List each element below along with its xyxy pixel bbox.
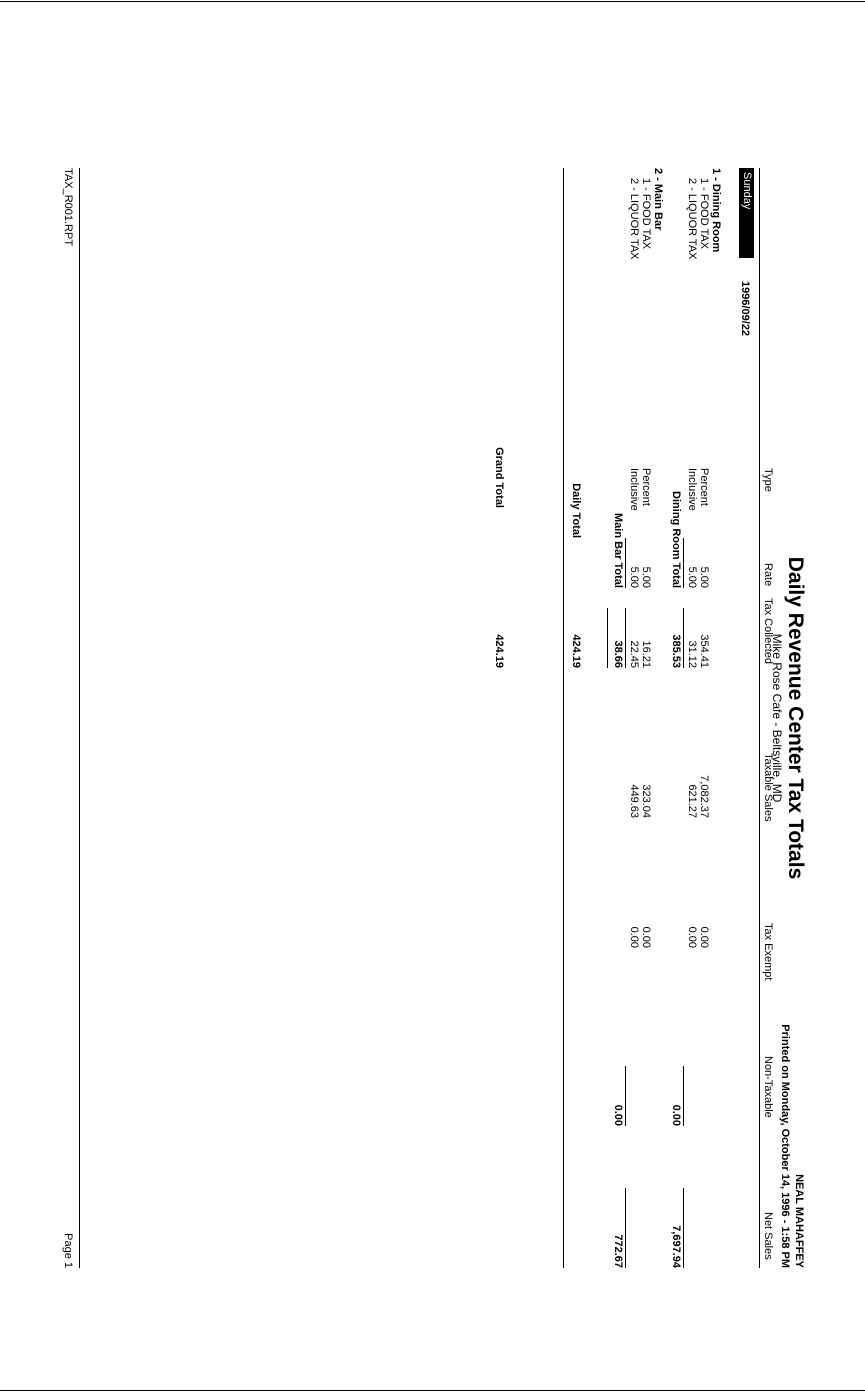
column-header-rate: Rate <box>762 563 774 587</box>
group-total-label: Dining Room Total <box>670 491 682 588</box>
group-total-non-taxable: 0.00 <box>612 1104 624 1126</box>
column-header-taxable-sales: Taxable Sales <box>762 753 774 822</box>
footer-rule <box>79 168 80 1268</box>
tax-row-tax-collected: 22.45 <box>628 640 640 668</box>
tax-row-tax-exempt: 0.00 <box>640 926 652 948</box>
subtotal-rule <box>683 1188 684 1268</box>
column-header-non-taxable: Non-Taxable <box>762 1056 774 1118</box>
group-title-dining-room: 1 - Dining Room <box>710 168 722 253</box>
report-title: Daily Revenue Center Tax Totals <box>784 556 807 880</box>
column-header-net-sales: Net Sales <box>762 1212 774 1260</box>
group-total-net-sales: 772.67 <box>612 1234 624 1268</box>
tax-row-taxable-sales: 323.04 <box>640 784 652 818</box>
daily-total-separator <box>563 168 564 1268</box>
tax-row-type: Inclusive <box>628 468 640 511</box>
tax-row-tax-collected: 16.21 <box>640 640 652 668</box>
report-sheet <box>58 168 808 1268</box>
tax-row-label: 1 - FOOD TAX <box>698 178 710 250</box>
tax-row-label: 1 - FOOD TAX <box>640 178 652 250</box>
day-date: 1996/09/22 <box>739 281 751 337</box>
tax-row-type: Percent <box>698 468 710 506</box>
tax-row-tax-collected: 31.12 <box>686 640 698 668</box>
tax-row-taxable-sales: 7,082.37 <box>698 775 710 818</box>
bottom-border-line <box>0 1390 865 1391</box>
top-border-line <box>0 1 865 2</box>
daily-total-label: Daily Total <box>570 483 582 538</box>
subtotal-rule <box>625 1188 626 1268</box>
group-total-non-taxable: 0.00 <box>670 1104 682 1126</box>
tax-row-rate: 5.00 <box>686 566 698 588</box>
tax-row-tax-exempt: 0.00 <box>628 926 640 948</box>
printed-by: NEAL MAHAFFEY <box>793 1174 805 1268</box>
tax-row-type: Percent <box>640 468 652 506</box>
tax-row-rate: 5.00 <box>640 566 652 588</box>
tax-row-rate: 5.00 <box>628 566 640 588</box>
daily-total-rule <box>607 608 608 668</box>
subtotal-rule <box>625 538 626 588</box>
printed-on: Printed on Monday, October 14, 1996 - 1:58 PM <box>779 1024 791 1268</box>
tax-row-type: Inclusive <box>686 468 698 511</box>
grand-total-value: 424.19 <box>493 634 505 668</box>
subtotal-rule <box>683 538 684 588</box>
group-total-net-sales: 7,697.94 <box>670 1225 682 1268</box>
subtotal-rule <box>683 608 684 668</box>
tax-row-rate: 5.00 <box>698 566 710 588</box>
column-header-type: Type <box>762 468 774 492</box>
column-header-tax-exempt: Tax Exempt <box>762 923 774 981</box>
tax-row-taxable-sales: 449.63 <box>628 784 640 818</box>
tax-row-label: 2 - LIQUOR TAX <box>686 178 698 260</box>
group-title-main-bar: 2 - Main Bar <box>652 168 664 231</box>
tax-row-label: 2 - LIQUOR TAX <box>628 178 640 260</box>
subtotal-rule <box>625 608 626 668</box>
tax-row-tax-collected: 354.41 <box>698 634 710 668</box>
footer-file-name: TAX_R001.RPT <box>62 168 74 247</box>
tax-row-tax-exempt: 0.00 <box>698 926 710 948</box>
tax-row-tax-exempt: 0.00 <box>686 926 698 948</box>
day-badge: Sunday <box>739 168 754 258</box>
group-total-tax: 385.53 <box>670 634 682 668</box>
subtotal-rule <box>683 1066 684 1126</box>
header-rule <box>759 168 760 1268</box>
report-subtitle: Mike Rose Cafe - Beltsville, MD <box>770 633 784 803</box>
daily-total-value: 424.19 <box>570 634 582 668</box>
group-total-label: Main Bar Total <box>612 513 624 588</box>
tax-row-taxable-sales: 621.27 <box>686 784 698 818</box>
column-header-tax-collected: Tax Collected <box>762 598 774 665</box>
footer-page-number: Page 1 <box>62 1233 74 1268</box>
subtotal-rule <box>625 1066 626 1126</box>
group-total-tax: 38.66 <box>612 640 624 668</box>
grand-total-label: Grand Total <box>493 447 505 508</box>
